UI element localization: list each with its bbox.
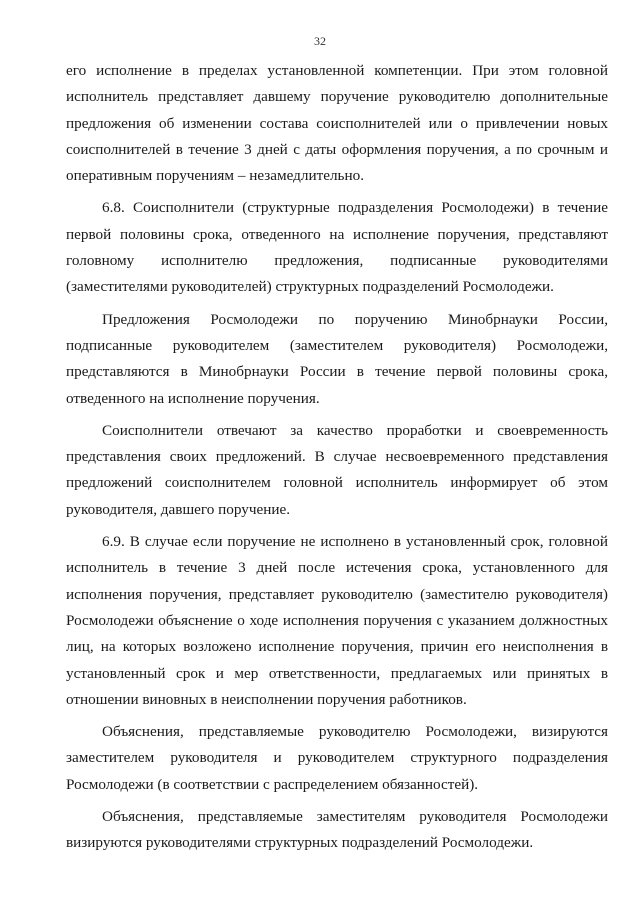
paragraph: 6.8. Соисполнители (структурные подразделения Росмолодежи) в течение первой половины срока, отведенного на исполнение поручения, представляют головному исполнителю предложения, подписанные руководителями (заместителями руководителей) структурных подразделений Росмолодежи. (66, 199, 608, 296)
paragraph: Объяснения, представляемые заместителям руководителя Росмолодежи визируются руководителями структурных подразделений Росмолодежи. (66, 808, 608, 852)
page-number: 32 (314, 34, 326, 48)
paragraph: Объяснения, представляемые руководителю Росмолодежи, визируются заместителем руководителя и руководителем структурного подразделения Росмолодежи (в соответствии с распределением обязанностей). (66, 723, 608, 793)
document-body (66, 58, 608, 863)
paragraph: Соисполнители отвечают за качество проработки и своевременность представления своих предложений. В случае несвоевременного представления предложений соисполнителем головной исполнитель информирует об этом руководителя, давшего поручение. (66, 421, 608, 518)
paragraph: Предложения Росмолодежи по поручению Минобрнауки России, подписанные руководителем (заместителем руководителя) Росмолодежи, представляются в Минобрнауки России в течение первой половины срока, отведенного на исполнение поручения. (66, 310, 608, 407)
paragraph: 6.9. В случае если поручение не исполнено в установленный срок, головной исполнитель в течение 3 дней после истечения срока, установленного для исполнения поручения, представляет руководителю (заместителю руководителя) Росмолодежи объяснение о ходе исполнения поручения с указанием должностных лиц, на которых возложено исполнение поручения, причин его неисполнения в установленный срок и мер ответственности, предлагаемых или принятых в отношении виновных в неисполнении поручения работников. (66, 533, 608, 708)
paragraph: его исполнение в пределах установленной компетенции. При этом головной исполнитель представляет давшему поручение руководителю дополнительные предложения об изменении состава соисполнителей или о привлечении новых соисполнителей в течение 3 дней с даты оформления поручения, а по срочным и оперативным поручениям – незамедлительно. (66, 62, 608, 185)
